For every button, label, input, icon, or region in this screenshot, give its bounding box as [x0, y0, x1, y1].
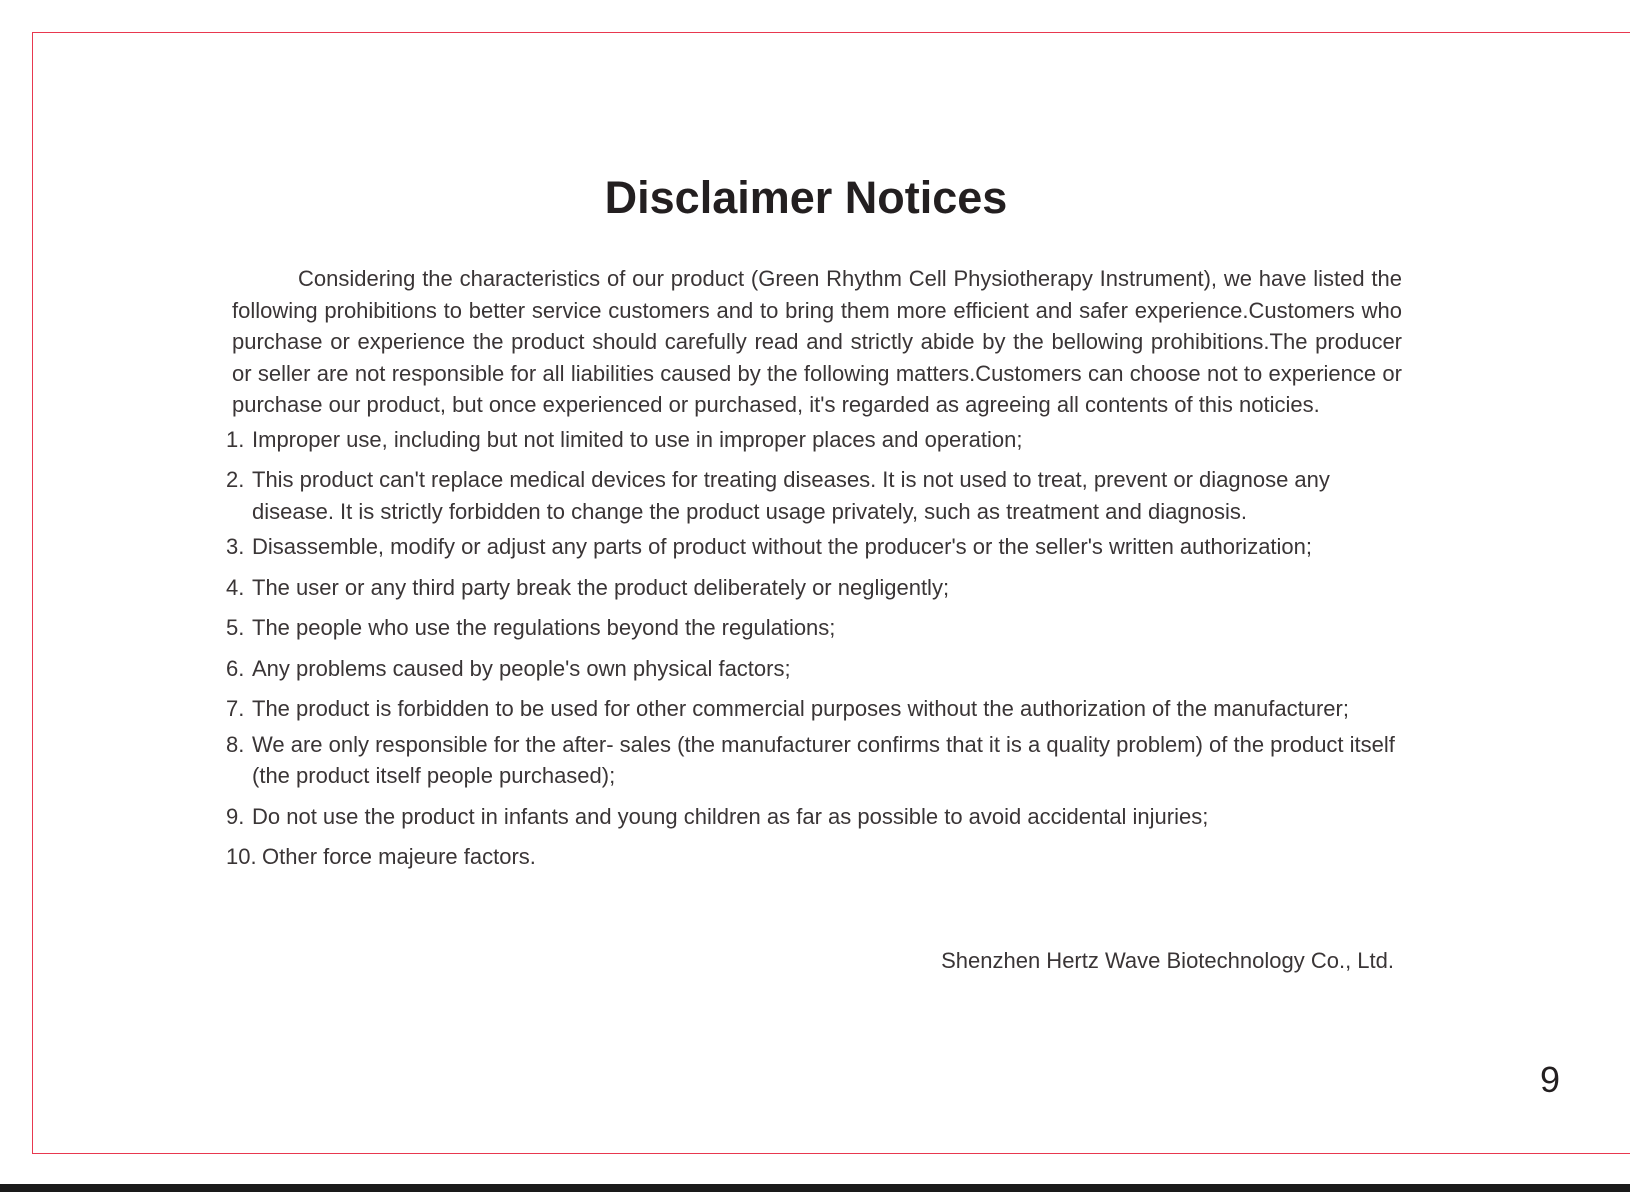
list-item [226, 464, 1402, 527]
list-item-text: The people who use the regulations beyond the regulations; [252, 615, 836, 640]
page-title: Disclaimer Notices [604, 172, 1008, 223]
list-item-text: Other force majeure factors. [262, 844, 536, 869]
list-item-text: Do not use the product in infants and young children as far as possible to avoid accidental injuries; [252, 803, 1209, 829]
list-item [226, 729, 1402, 792]
prohibitions-list [226, 424, 1402, 873]
page-number: 9 [1540, 1059, 1561, 1100]
list-item-text: Any problems caused by people's own physical factors; [252, 655, 791, 681]
list-item-number: 6. [226, 655, 245, 681]
disclaimer-body [226, 263, 1402, 873]
list-item-text: The product is forbidden to be used for other commercial purposes without the authorization of the manufacturer; [252, 696, 1349, 721]
list-item-number: 7. [226, 696, 245, 721]
list-item-number: 8. [226, 731, 245, 757]
list-item [226, 841, 1402, 873]
list-item [226, 653, 1402, 685]
list-item-text: We are only responsible for the after- sales (the manufacturer confirms that it is a quality problem) of the product itself (the product itself people purchased); [252, 731, 1395, 788]
list-item-text: This product can't replace medical devices for treating diseases. It is not used to treat, prevent or diagnose any disease. It is strictly forbidden to change the product usage privately, such as treatment and diagnosis. [252, 467, 1330, 524]
list-item-number: 2. [226, 467, 245, 492]
list-item [226, 693, 1402, 725]
list-item-number: 4. [226, 574, 245, 600]
list-item [226, 612, 1402, 644]
bottom-edge-bar [0, 1184, 1630, 1192]
intro-paragraph: Considering the characteristics of our product (Green Rhythm Cell Physiotherapy Instrument), we have listed the following prohibitions to better service customers and to bring them more efficient and safer experience.Customers who purchase or experience the product should carefully read and strictly abide by the bellowing prohibitions.The producer or seller are not responsible for all liabilities caused by the following matters.Customers can choose not to experience or purchase our product, but once experienced or purchased, it's regarded as agreeing all contents of this noticies. [232, 266, 1402, 417]
list-item-text: Disassemble, modify or adjust any parts of product without the producer's or the seller's written authorization; [252, 534, 1313, 559]
list-item-number: 1. [226, 426, 245, 452]
list-item [226, 801, 1402, 833]
list-item [226, 424, 1402, 456]
list-item-text: Improper use, including but not limited to use in improper places and operation; [252, 426, 1023, 452]
company-signature: Shenzhen Hertz Wave Biotechnology Co., Ltd. [941, 948, 1394, 973]
list-item [226, 531, 1402, 563]
list-item-number: 10. [226, 844, 257, 869]
list-item [226, 572, 1402, 604]
list-item-text: The user or any third party break the product deliberately or negligently; [252, 574, 950, 600]
list-item-number: 9. [226, 803, 245, 829]
list-item-number: 3. [226, 534, 245, 559]
list-item-number: 5. [226, 615, 245, 640]
